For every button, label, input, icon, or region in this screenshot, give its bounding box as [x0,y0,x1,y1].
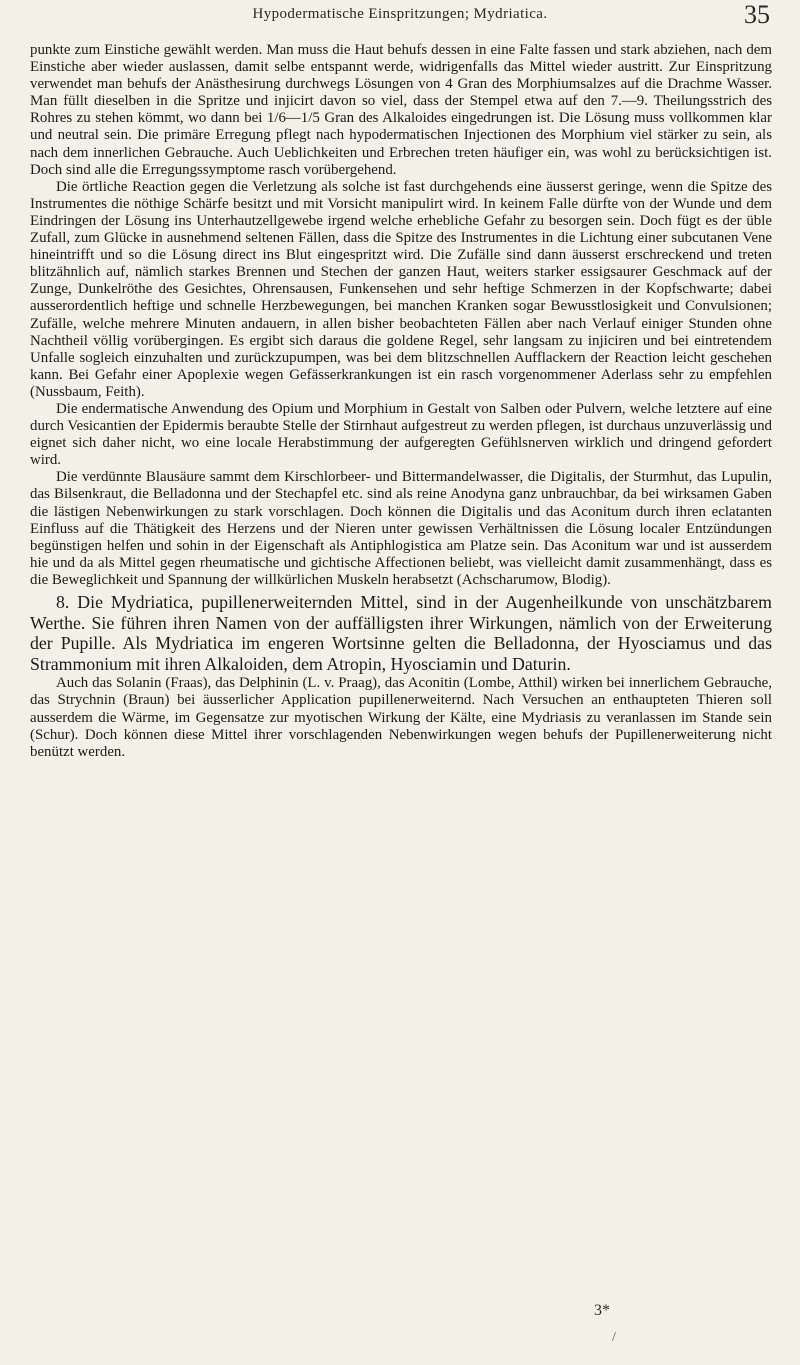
margin-mark: / [612,1330,616,1345]
body-text [30,42,772,761]
sheet-signature: 3* [594,1302,610,1319]
paragraph-6: Auch das Solanin (Fraas), das Delphinin (L. v. Praag), das Aconitin (Lombe, Atthil) wirken bei innerlichem Gebrauche, das Strychnin (Braun) bei äusserlicher Application pupillenerweiternd. Nach Versuchen an enthaupteten Thieren soll ausserdem die Wärme, im Gegensatze zur myotischen Wirkung der Kälte, eine Mydriasis zu veranlassen im Stande sein (Schur). Doch können diese Mittel ihrer vorschlagenden Nebenwirkungen wegen behufs der Pupillenerweiterung nicht benützt werden. [30,675,772,760]
page-number: 35 [744,0,770,29]
paragraph-4: Die verdünnte Blausäure sammt dem Kirschlorbeer- und Bittermandelwasser, die Digitalis, der Sturmhut, das Lupulin, das Bilsenkraut, die Belladonna und der Stechapfel etc. sind als reine Anodyna ganz unbrauchbar, da bei wirksamen Gaben die lästigen Nebenwirkungen zu stark vorschlagen. Doch können die Digitalis und das Aconitum durch ihren eclatanten Einfluss auf die Thätigkeit des Herzens und der Nieren unter gewissen Verhältnissen die Lösung localer Entzündungen begünstigen helfen und sohin in der Eigenschaft als Antiphlogistica am Platze sein. Das Aconitum war und ist ausserdem hie und da als Mittel gegen rheumatische und gichtische Affectionen beliebt, was vielleicht damit zusammenhängt, dass es die Beweglichkeit und Spannung der willkürlichen Muskeln herabsetzt (Achscharumow, Blodig). [30,469,772,588]
section-8-paragraph: 8. Die Mydriatica, pupillenerweiternden Mittel, sind in der Augenheilkunde von unschätzbarem Werthe. Sie führen ihren Namen von der auffälligsten ihrer Wirkungen, nämlich von der Erweiterung der Pupille. Als Mydriatica im engeren Wortsinne gelten die Belladonna, der Hyosciamus und das Strammonium mit ihren Alkaloiden, dem Atropin, Hyosciamin und Daturin. [30,592,772,674]
paragraph-2: Die örtliche Reaction gegen die Verletzung als solche ist fast durchgehends eine äusserst geringe, wenn die Spitze des Instrumentes die nöthige Schärfe besitzt und mit Vorsicht manipulirt wird. In keinem Falle dürfte von der Wunde und dem Eindringen der Lösung ins Unterhautzellgewebe irgend welche erhebliche Gefahr zu besorgen sein. Doch fügt es der üble Zufall, zum Glücke in ausnehmend seltenen Fällen, dass die Spitze des Instrumentes in die Lichtung einer subcutanen Vene hineintrifft und so die Lösung direct ins Blut eingespritzt wird. Die Zufälle sind dann äusserst erschreckend und treten blitzähnlich auf, nämlich starkes Brennen und Stechen der ganzen Haut, weiters starker essigsaurer Geschmack auf der Zunge, Dunkelröthe des Gesichtes, Ohrensausen, Funkensehen und sehr heftige Schmerzen in der Kopfschwarte; dabei ausserordentlich heftige und schnelle Herzbewegungen, bei manchen Kranken sogar Bewusstlosigkeit und Convulsionen; Zufälle, welche mehrere Minuten andauern, in allen bisher beobachteten Fällen aber nach Verlauf einiger Stunden ohne Nachtheil völlig vorübergingen. Es ergibt sich daraus die goldene Regel, sehr langsam zu injiciren und bei eintretendem Unfalle sogleich einzuhalten und zurückzupumpen, was bei dem blitzschnellen Aufflackern der Reaction leicht geschehen kann. Bei Gefahr einer Apoplexie wegen Gefässerkrankungen ist ein rasch vorgenommener Aderlass sehr zu empfehlen (Nussbaum, Feith). [30,178,772,400]
paragraph-1: punkte zum Einstiche gewählt werden. Man muss die Haut behufs dessen in eine Falte fassen und stark abziehen, nach dem Einstiche aber wieder auslassen, damit selbe entspannt werde, widrigenfalls das Mittel wieder austritt. Zur Einspritzung verwendet man behufs der Anästhesirung durchwegs Lösungen von 4 Gran des Morphiumsalzes auf die Drachme Wasser. Man füllt dieselben in die Spritze und injicirt davon so viel, dass der Stempel etwa auf den 7.—9. Theilungsstrich des Rohres zu stehen kömmt, wo dann bei 1/6—1/5 Gran des Alkaloides eingedrungen ist. Die Lösung muss vollkommen klar und neutral sein. Die primäre Erregung pflegt nach hypodermatischen Injectionen des Morphium viel stärker zu sein, als nach dem innerlichen Gebrauche. Auch Ueblichkeiten und Erbrechen treten häufiger ein, was wohl zu berücksichtigen ist. Doch sind alle die Erregungssymptome rasch vorübergehend. [30,42,772,178]
running-title: Hypodermatische Einspritzungen; Mydriatica. [252,6,548,22]
paragraph-3: Die endermatische Anwendung des Opium und Morphium in Gestalt von Salben oder Pulvern, welche letztere auf eine durch Vesicantien der Epidermis beraubte Stelle der Stirnhaut aufgestreut zu werden pflegen, ist durchaus unzuverlässig und eignet sich daher nicht, wo eine locale Herabstimmung der aufgeregten Gefühlsnerven wirklich und dringend gefordert wird. [30,400,772,469]
